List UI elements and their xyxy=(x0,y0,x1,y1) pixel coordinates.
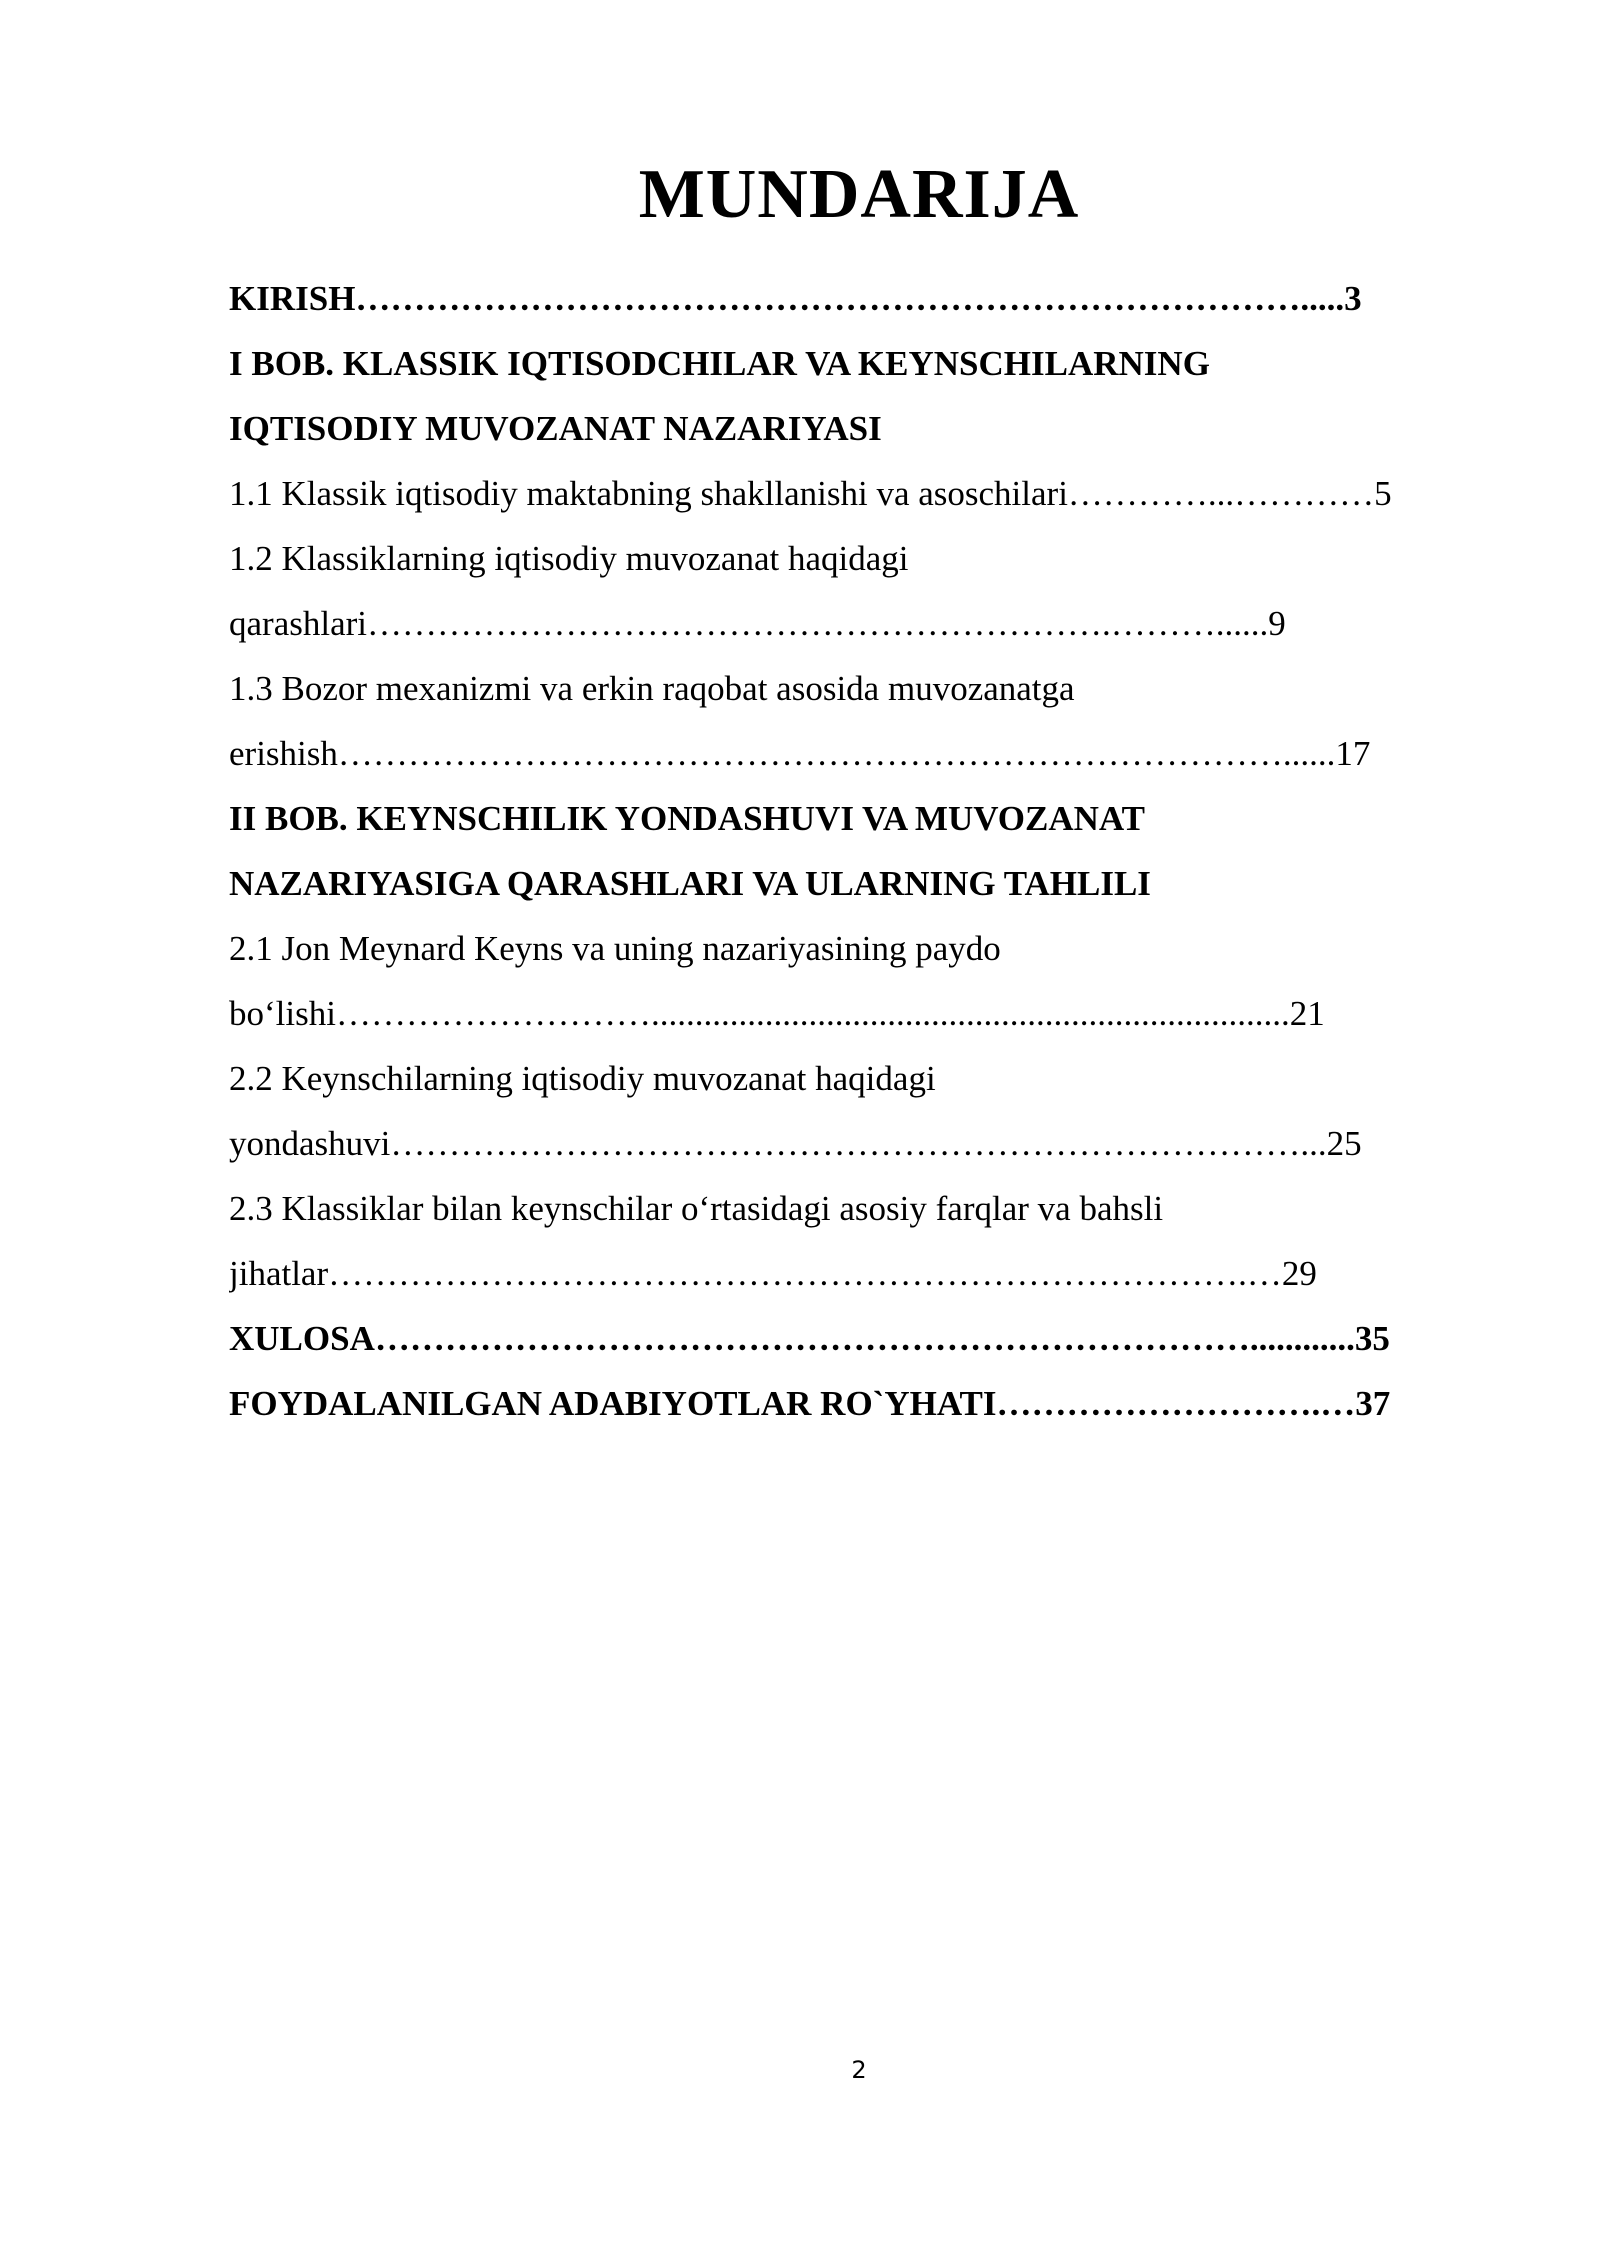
toc-entry-2-1-line-2: bo‘lishi……………………….........................................................................21 xyxy=(229,994,1325,1033)
toc-entry-2-3-line-2: jihatlar…………………………………………………………………….…29 xyxy=(229,1254,1317,1293)
toc-chapter-2-heading-line-1: II BOB. KEYNSCHILIK YONDASHUVI VA MUVOZANAT xyxy=(229,799,1145,838)
toc-entry-1-1: 1.1 Klassik iqtisodiy maktabning shakllanishi va asoschilari…………...…………5 xyxy=(229,474,1392,513)
toc-entry-kirish: KIRISH……………………………………………………………………….....3 xyxy=(229,279,1362,318)
table-of-contents xyxy=(229,266,1487,1436)
toc-entry-2-1-line-1: 2.1 Jon Meynard Keyns va uning nazariyasining paydo xyxy=(229,929,1001,968)
toc-entry-1-2-line-1: 1.2 Klassiklarning iqtisodiy muvozanat haqidagi xyxy=(229,539,909,578)
toc-entry-1-2-line-2: qarashlari……………………………………………………….………......9 xyxy=(229,604,1286,643)
toc-entry-adabiyotlar: FOYDALANILGAN ADABIYOTLAR RO`YHATI……………………….…37 xyxy=(229,1384,1391,1423)
toc-entry-2-3-line-1: 2.3 Klassiklar bilan keynschilar o‘rtasidagi asosiy farqlar va bahsli xyxy=(229,1189,1164,1228)
toc-entry-xulosa: XULOSA…………………………………………………………………............35 xyxy=(229,1319,1390,1358)
toc-entry-1-3-line-1: 1.3 Bozor mexanizmi va erkin raqobat asosida muvozanatga xyxy=(229,669,1075,708)
toc-entry-1-3-line-2: erishish………………………………………………………………………......17 xyxy=(229,734,1371,773)
toc-chapter-1-heading-line-2: IQTISODIY MUVOZANAT NAZARIYASI xyxy=(229,409,882,448)
page-number: 2 xyxy=(851,2056,867,2084)
page-title: MUNDARIJA xyxy=(638,156,1080,233)
toc-entry-2-2-line-2: yondashuvi……………………………………………………………………...25 xyxy=(229,1124,1362,1163)
toc-chapter-2-heading-line-2: NAZARIYASIGA QARASHLARI VA ULARNING TAHLILI xyxy=(229,864,1151,903)
toc-chapter-1-heading-line-1: I BOB. KLASSIK IQTISODCHILAR VA KEYNSCHILARNING xyxy=(229,344,1210,383)
toc-entry-2-2-line-1: 2.2 Keynschilarning iqtisodiy muvozanat haqidagi xyxy=(229,1059,936,1098)
